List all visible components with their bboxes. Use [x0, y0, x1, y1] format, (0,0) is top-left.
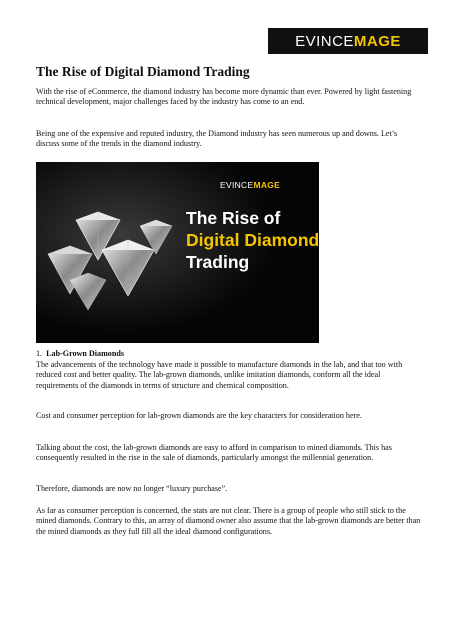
banner-logo [220, 180, 280, 190]
section-paragraph-5: As far as consumer perception is concerned, the stats are not clear. There is a group of people who still stick to the mined diamonds. Contrary to this, an array of diamond owner also assume that the lab-grown diamonds are better than the mined diamonds as they full fill all the ideal diamond configurations. [36, 506, 421, 536]
section-number: 1. [36, 349, 43, 358]
section-paragraph-3: Talking about the cost, the lab-grown diamonds are easy to afford in comparison to mined diamonds. This has consequently resulted in the rise in the sale of diamonds, particularly amongst the millennial generation. [36, 443, 392, 463]
logo-text-evince: EVINCE [295, 32, 354, 50]
banner-title-line-2: Digital Diamond [186, 230, 319, 250]
banner-logo-text-mage: MAGE [253, 180, 281, 190]
section-paragraph-2: Cost and consumer perception for lab-grown diamonds are the key characters for consideration here. [36, 411, 362, 420]
banner-title-line-3: Trading [186, 252, 250, 272]
intro-paragraph-2: Being one of the expensive and reputed industry, the Diamond industry has seen numerous up and downs. Let’s discuss some of the trends in the diamond industry. [36, 129, 398, 149]
section-paragraph-4: Therefore, diamonds are now no longer “luxury purchase”. [36, 484, 228, 493]
intro-paragraph: With the rise of eCommerce, the diamond industry has become more dynamic than ever. Powered by light fastening technical development, major challenges faced by the industry has come to an end. [36, 87, 412, 107]
evincemage-logo [268, 28, 428, 54]
article-title: The Rise of Digital Diamond Trading [36, 64, 250, 79]
article-banner-image [36, 162, 319, 343]
logo-text-mage: MAGE [353, 32, 401, 50]
section-heading-text: Lab-Grown Diamonds [46, 349, 125, 358]
banner-logo-text-evince: EVINCE [220, 180, 254, 190]
section-heading-lab-grown [36, 349, 124, 359]
section-paragraph-1: The advancements of the technology have made it possible to manufacture diamonds in the lab, and that too with reduced cost and better quality. The lab-grown diamonds, unlike imitation diamonds, conform all the ideal requirements of the diamonds in terms of structure and chemical composition. [36, 360, 403, 390]
banner-title-line-1: The Rise of [186, 208, 281, 228]
